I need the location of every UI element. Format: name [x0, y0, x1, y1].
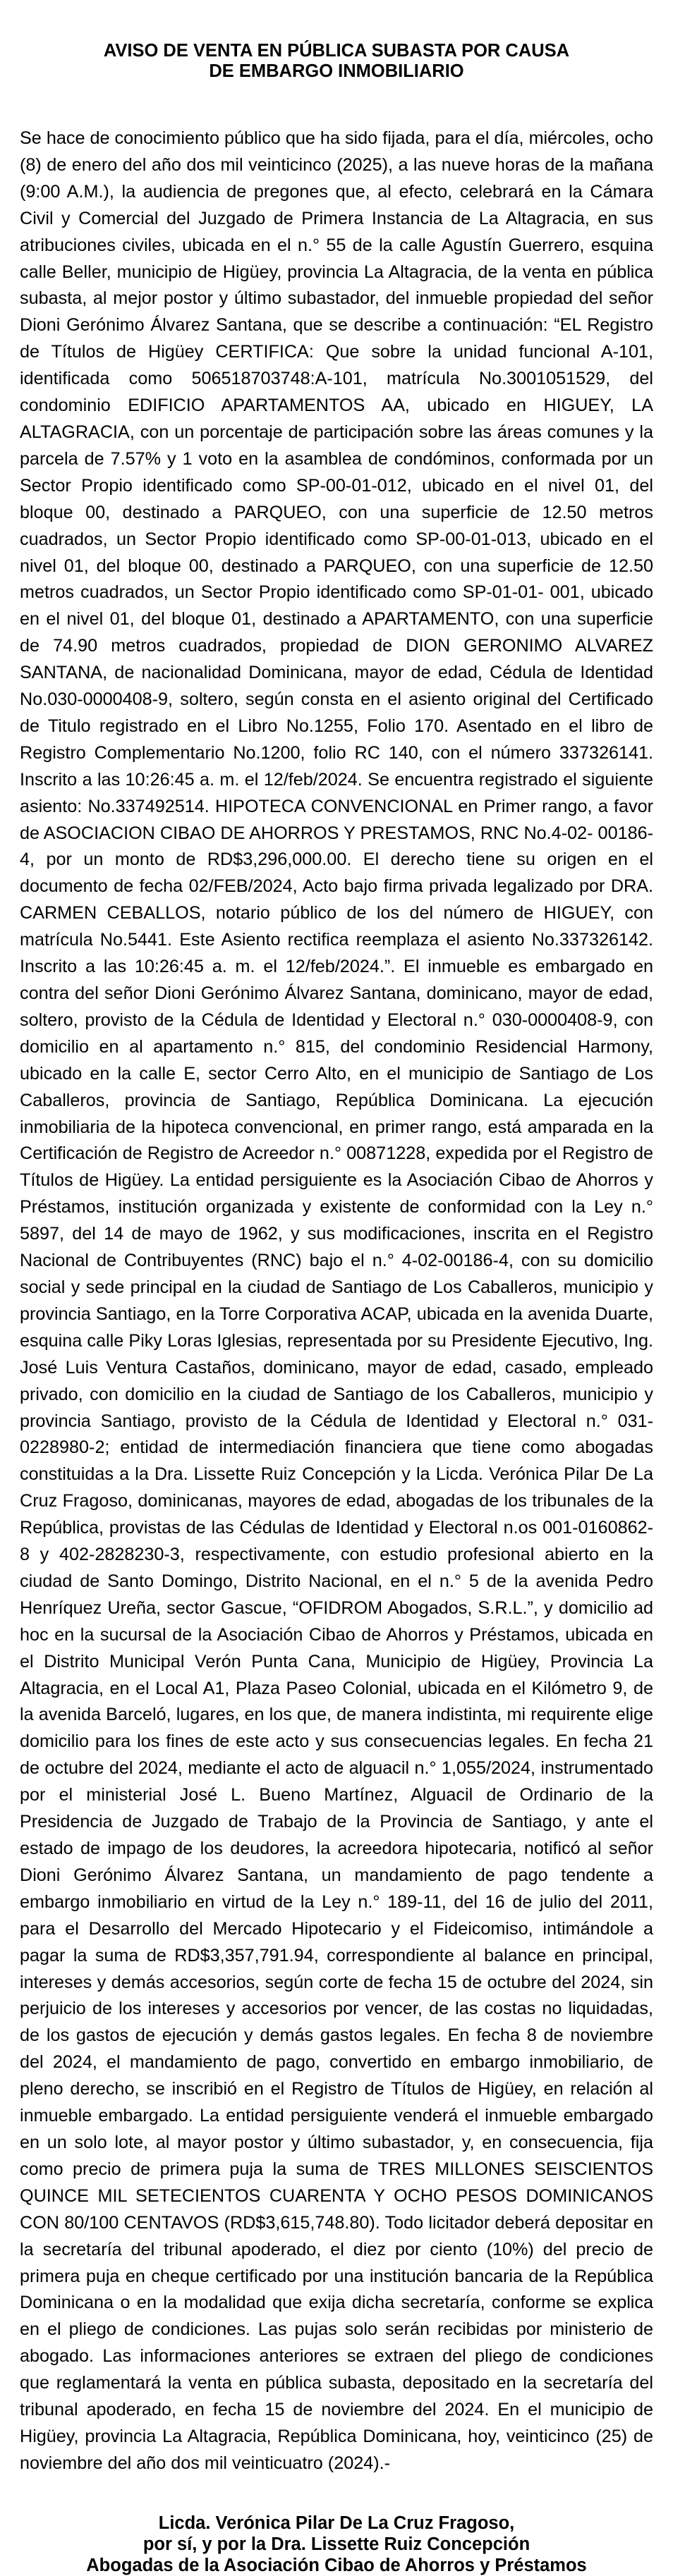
signature-line-3: Abogadas de la Asociación Cibao de Ahorros y Préstamos	[86, 2555, 587, 2575]
signature-line-1: Licda. Verónica Pilar De La Cruz Fragoso,	[158, 2513, 515, 2533]
notice-body-paragraph: Se hace de conocimiento público que ha sido fijada, para el día, miércoles, ocho (8) de enero del año dos mil veinticinco (2025), a las nueve horas de la mañana (9:00 A.M.), la audiencia de pregones que, al efecto, celebrará en la Cámara Civil y Comercial del Juzgado de Primera Instancia de La Altagracia, en sus atribuciones civiles, ubicada en el n.° 55 de la calle Agustín Guerrero, esquina calle Beller, municipio de Higüey, provincia La Altagracia, de la venta en pública subasta, al mejor postor y último subastador, del inmueble propiedad del señor Dioni Gerónimo Álvarez Santana, que se describe a continuación: “EL Registro de Títulos de Higüey CERTIFICA: Que sobre la unidad funcional A-101, identificada como 506518703748:A-101, matrícula No.3001051529, del condominio EDIFICIO APARTAMENTOS AA, ubicado en HIGUEY, LA ALTAGRACIA, con un porcentaje de participación sobre las áreas comunes y la parcela de 7.57% y 1 voto en la asamblea de condóminos, conformada por un Sector Propio identificado como SP-00-01-012, ubicado en el nivel 01, del bloque 00, destinado a PARQUEO, con una superficie de 12.50 metros cuadrados, un Sector Propio identificado como SP-00-01-013, ubicado en el nivel 01, del bloque 00, destinado a PARQUEO, con una superficie de 12.50 metros cuadrados, un Sector Propio identificado como SP-01-01- 001, ubicado en el nivel 01, del bloque 01, destinado a APARTAMENTO, con una superficie de 74.90 metros cuadrados, propiedad de DION GERONIMO ALVAREZ SANTANA, de nacionalidad Dominicana, mayor de edad, Cédula de Identidad No.030-0000408-9, soltero, según consta en el asiento original del Certificado de Titulo registrado en el Libro No.1255, Folio 170. Asentado en el libro de Registro Complementario No.1200, folio RC 140, con el número 337326141. Inscrito a las 10:26:45 a. m. el 12/feb/2024. Se encuentra registrado el siguiente asiento: No.337492514. HIPOTECA CONVENCIONAL en Primer rango, a favor de ASOCIACION CIBAO DE AHORROS Y PRESTAMOS, RNC No.4-02- 00186-4, por un monto de RD$3,296,000.00. El derecho tiene su origen en el documento de fecha 02/FEB/2024, Acto bajo firma privada legalizado por DRA. CARMEN CEBALLOS, notario público de los del número de HIGUEY, con matrícula No.5441. Este Asiento rectifica reemplaza el asiento No.337326142. Inscrito a las 10:26:45 a. m. el 12/feb/2024.”. El inmueble es embargado en contra del señor Dioni Gerónimo Álvarez Santana, dominicano, mayor de edad, soltero, provisto de la Cédula de Identidad y Electoral n.° 030-0000408-9, con domicilio en al apartamento n.° 815, del condominio Residencial Harmony, ubicado en la calle E, sector Cerro Alto, en el municipio de Santiago de Los Caballeros, provincia de Santiago, República Dominicana. La ejecución inmobiliaria de la hipoteca convencional, en primer rango, está amparada en la Certificación de Registro de Acreedor n.° 00871228, expedida por el Registro de Títulos de Higüey. La entidad persiguiente es la Asociación Cibao de Ahorros y Préstamos, institución organizada y existente de conformidad con la Ley n.° 5897, del 14 de mayo de 1962, y sus modificaciones, inscrita en el Registro Nacional de Contribuyentes (RNC) bajo el n.° 4-02-00186-4, con su domicilio social y sede principal en la ciudad de Santiago de Los Caballeros, municipio y provincia Santiago, en la Torre Corporativa ACAP, ubicada en la avenida Duarte, esquina calle Piky Loras Iglesias, representada por su Presidente Ejecutivo, Ing. José Luis Ventura Castaños, dominicano, mayor de edad, casado, empleado privado, con domicilio en la ciudad de Santiago de los Caballeros, municipio y provincia Santiago, provisto de la Cédula de Identidad y Electoral n.° 031-0228980-2; entidad de intermediación financiera que tiene como abogadas constituidas a la Dra. Lissette Ruiz Concepción y la Licda. Verónica Pilar De La Cruz Fragoso, dominicanas, mayores de edad, abogadas de los tribunales de la República, provistas de las Cédulas de Identidad y Electoral n.os 001-0160862-8 y 402-2828230-3, respectivamente, con estudio profesional abierto en la ciudad de Santo Domingo, Distrito Nacional, en el n.° 5 de la avenida Pedro Henríquez Ureña, sector Gascue, “OFIDROM Abogados, S.R.L.”, y domicilio ad hoc en la sucursal de la Asociación Cibao de Ahorros y Préstamos, ubicada en el Distrito Municipal Verón Punta Cana, Municipio de Higüey, Provincia La Altagracia, en el Local A1, Plaza Paseo Colonial, ubicada en el Kilómetro 9, de la avenida Barceló, lugares, en los que, de manera indistinta, mi requirente elige domicilio para los fines de este acto y sus consecuencias legales. En fecha 21 de octubre del 2024, mediante el acto de alguacil n.° 1,055/2024, instrumentado por el ministerial José L. Bueno Martínez, Alguacil de Ordinario de la Presidencia de Juzgado de Trabajo de la Provincia de Santiago, y ante el estado de impago de los deudores, la acreedora hipotecaria, notificó al señor Dioni Gerónimo Álvarez Santana, un mandamiento de pago tendente a embargo inmobiliario en virtud de la Ley n.° 189-11, del 16 de julio del 2011, para el Desarrollo del Mercado Hipotecario y el Fideicomiso, intimándole a pagar la suma de RD$3,357,791.94, correspondiente al balance en principal, intereses y demás accesorios, según corte de fecha 15 de octubre del 2024, sin perjuicio de los intereses y accesorios por vencer, de las costas no liquidadas, de los gastos de ejecución y demás gastos legales. En fecha 8 de noviembre del 2024, el mandamiento de pago, convertido en embargo inmobiliario, de pleno derecho, se inscribió en el Registro de Títulos de Higüey, en relación al inmueble embargado. La entidad persiguiente venderá el inmueble embargado en un solo lote, al mayor postor y último subastador, y, en consecuencia, fija como precio de primera puja la suma de TRES MILLONES SEISCIENTOS QUINCE MIL SETECIENTOS CUARENTA Y OCHO PESOS DOMINICANOS CON 80/100 CENTAVOS (RD$3,615,748.80). Todo licitador deberá depositar en la secretaría del tribunal apoderado, el diez por ciento (10%) del precio de primera puja en cheque certificado por una institución bancaria de la República Dominicana o en la modalidad que exija dicha secretaría, conforme se explica en el pliego de condiciones. Las pujas solo serán recibidas por ministerio de abogado. Las informaciones anteriores se extraen del pliego de condiciones que reglamentará la venta en pública subasta, depositado en la secretaría del tribunal apoderado, en fecha 15 de noviembre del 2024. En el municipio de Higüey, provincia La Altagracia, República Dominicana, hoy, veinticinco (25) de noviembre del año dos mil veinticuatro (2024).-	[20, 128, 653, 2473]
notice-title-line-1: AVISO DE VENTA EN PÚBLICA SUBASTA POR CAUSA	[103, 41, 570, 61]
signature-line-2: por sí, y por la Dra. Lissette Ruiz Concepción	[143, 2534, 530, 2554]
notice-title-line-2: DE EMBARGO INMOBILIARIO	[209, 61, 464, 81]
signature-block	[20, 2513, 653, 2576]
notice-title	[20, 41, 653, 82]
notice-body	[20, 125, 653, 2477]
